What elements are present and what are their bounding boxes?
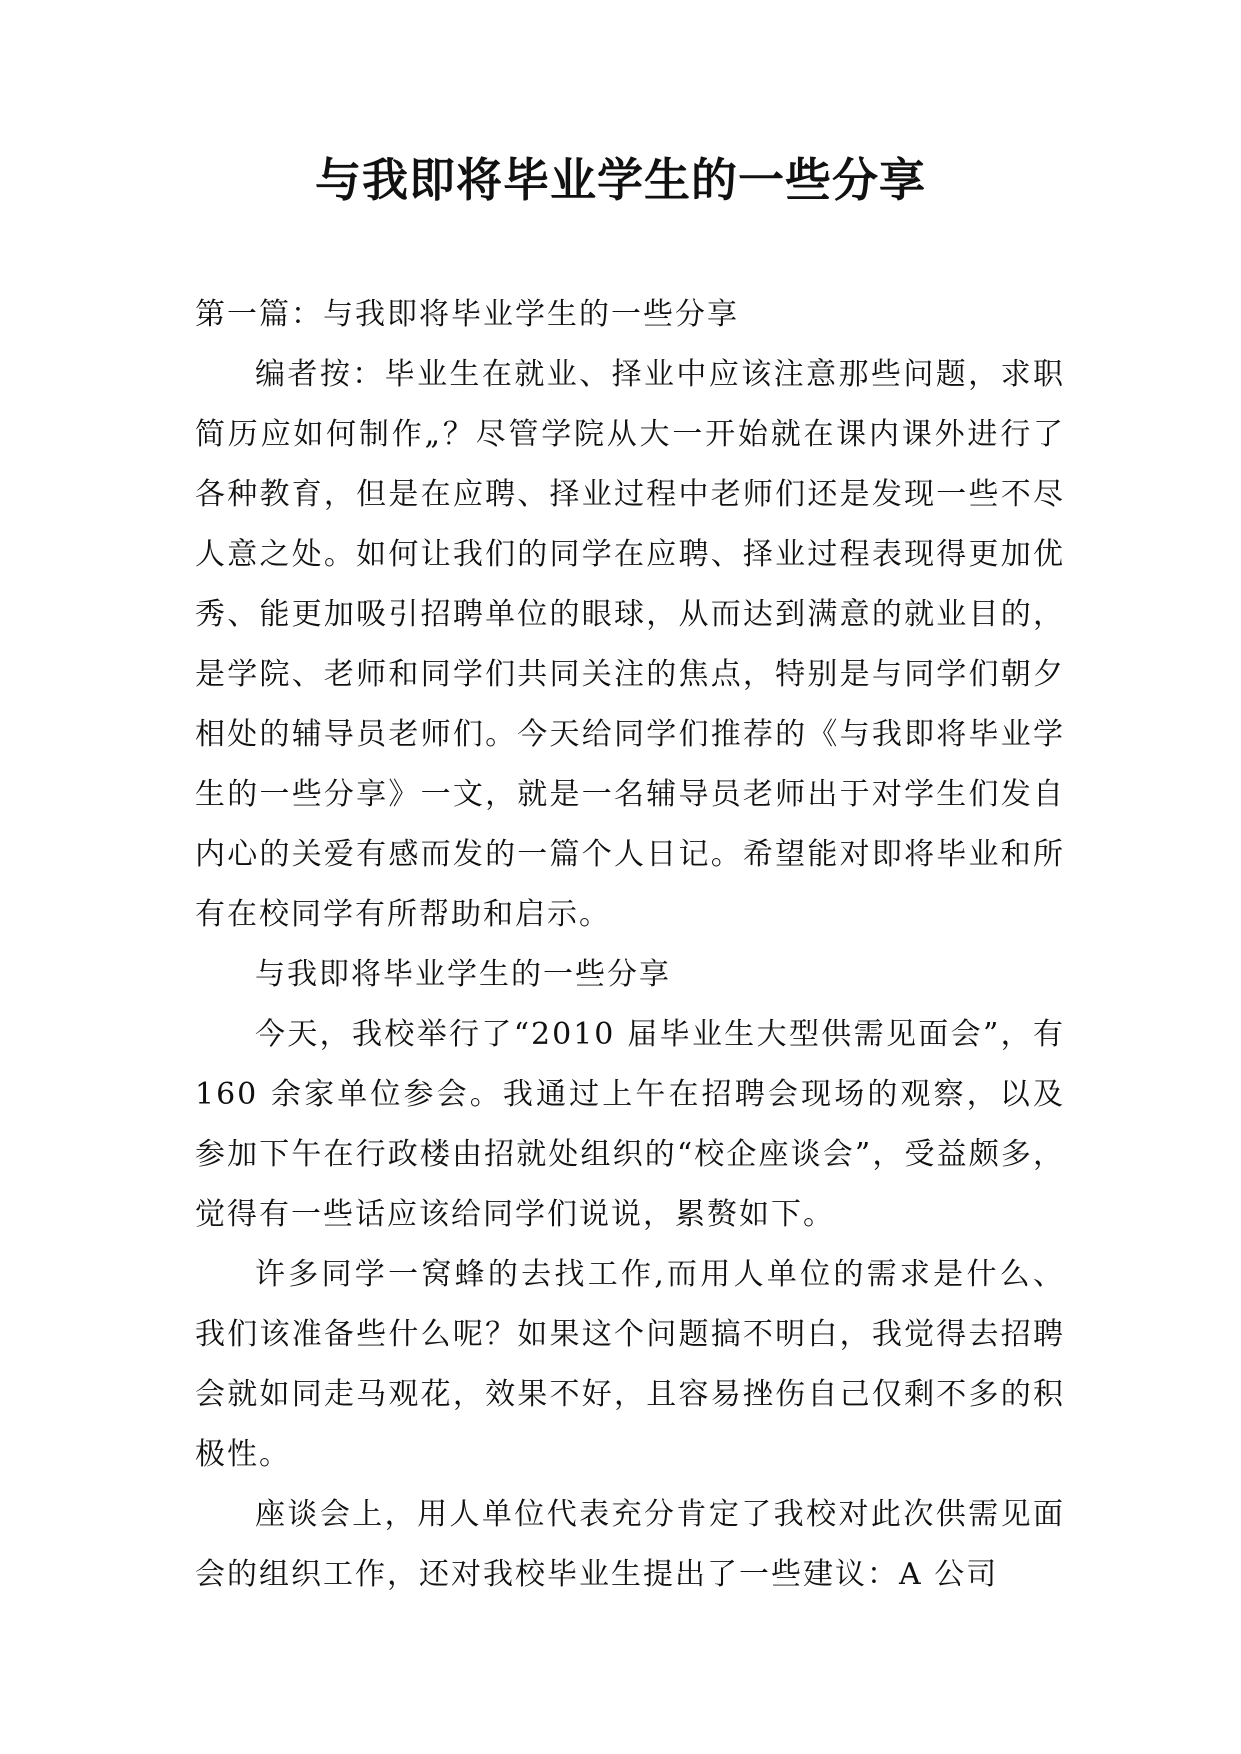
body-paragraph: 今天，我校举行了“2010 届毕业生大型供需见面会”，有 160 余家单位参会。我通过上午在招聘会现场的观察，以及参加下午在行政楼由招就处组织的“校企座谈会”，受益颇多，觉得有一些话应该给同学们说说，累赘如下。 — [195, 1017, 1065, 1232]
section-heading: 第一篇：与我即将毕业学生的一些分享 — [195, 297, 739, 332]
document-title: 与我即将毕业学生的一些分享 — [315, 153, 926, 207]
body-paragraph: 座谈会上，用人单位代表充分肯定了我校对此次供需见面会的组织工作，还对我校毕业生提出了一些建议：A 公司 — [195, 1497, 1065, 1592]
document-body — [195, 285, 1065, 1605]
body-paragraph: 许多同学一窝蜂的去找工作,而用人单位的需求是什么、我们该准备些什么呢？如果这个问题搞不明白，我觉得去招聘会就如同走马观花，效果不好，且容易挫伤自己仅剩不多的积极性。 — [195, 1257, 1065, 1472]
article-subtitle: 与我即将毕业学生的一些分享 — [255, 957, 671, 992]
editor-note-paragraph: 编者按：毕业生在就业、择业中应该注意那些问题，求职简历应如何制作„？尽管学院从大一开始就在课内课外进行了各种教育，但是在应聘、择业过程中老师们还是发现一些不尽人意之处。如何让我们的同学在应聘、择业过程表现得更加优秀、能更加吸引招聘单位的眼球，从而达到满意的就业目的，是学院、老师和同学们共同关注的焦点，特别是与同学们朝夕相处的辅导员老师们。今天给同学们推荐的《与我即将毕业学生的一些分享》一文，就是一名辅导员老师出于对学生们发自内心的关爱有感而发的一篇个人日记。希望能对即将毕业和所有在校同学有所帮助和启示。 — [195, 357, 1065, 932]
